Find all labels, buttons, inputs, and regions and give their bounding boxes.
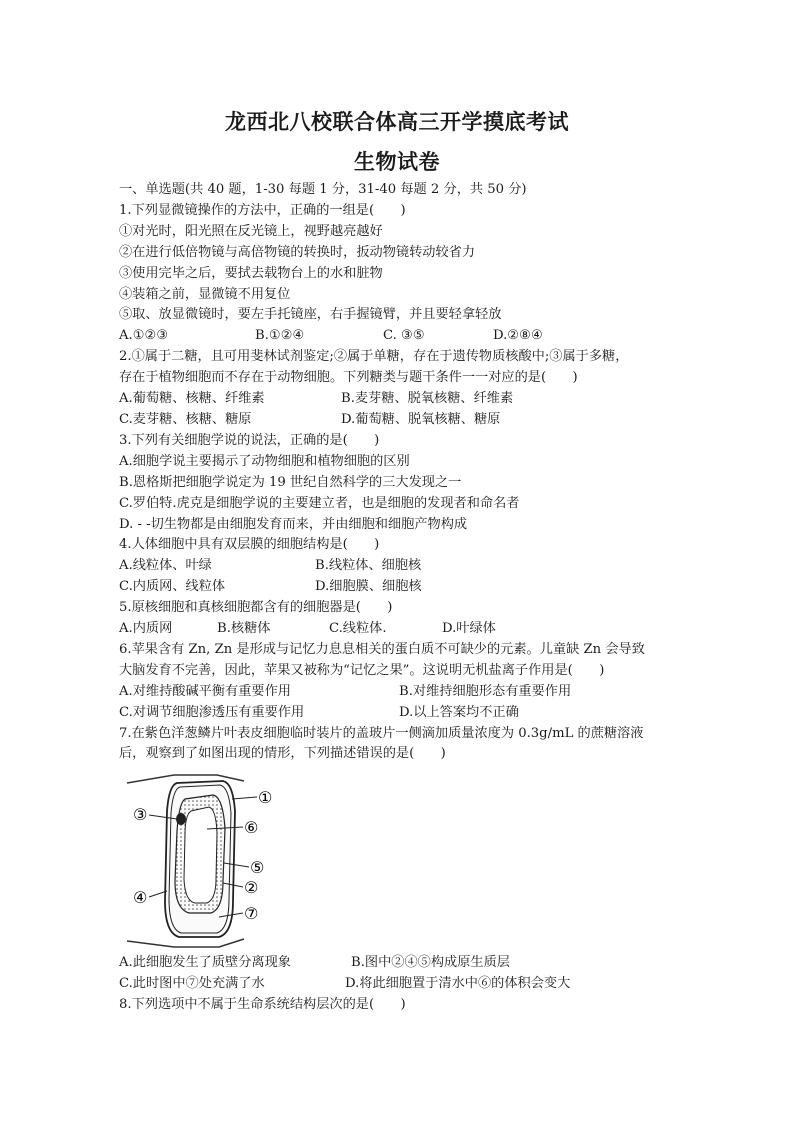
option-c: C.线粒体. — [329, 621, 387, 637]
nucleus — [176, 813, 186, 825]
statement: ①对光时，阳光照在反光镜上，视野越亮越好 — [119, 223, 383, 239]
options-row — [119, 682, 679, 703]
option-d: D. - -切生物都是由细胞发育而来，并由细胞和细胞产物构成 — [119, 516, 468, 532]
option-d: D.②⑧④ — [493, 328, 543, 344]
option-a: A.葡萄糖、核糖、纤维素 — [119, 391, 265, 407]
option-c: C.罗伯特.虎克是细胞学说的主要建立者，也是细胞的发现者和命名者 — [119, 495, 520, 511]
question-stem: 7.在紫色洋葱鳞片叶表皮细胞临时装片的盖玻片一侧滴加质量浓度为 0.3g/mL 的蔗糖溶液 — [119, 725, 644, 741]
option-b: B.图中②④⑤构成原生质层 — [351, 955, 510, 971]
option-a: A.线粒体、叶绿 — [119, 558, 212, 574]
question-8 — [119, 995, 679, 1016]
question-5 — [119, 598, 679, 640]
options-row — [119, 326, 679, 347]
question-4 — [119, 535, 679, 598]
question-stem: 4.人体细胞中具有双层膜的细胞结构是( ) — [119, 537, 380, 553]
options-row — [119, 389, 679, 410]
question-stem: 后，观察到了如图出现的情形，下列描述错误的是( ) — [119, 746, 446, 762]
cell-diagram — [119, 771, 319, 949]
option-c: C. ③⑤ — [383, 328, 425, 344]
question-2 — [119, 347, 679, 431]
options-row — [119, 703, 679, 724]
options-row — [119, 619, 679, 640]
label-4: ④ — [133, 888, 148, 908]
label-6: ⑥ — [244, 818, 259, 838]
statement: ③使用完毕之后，要拭去载物台上的水和脏物 — [119, 265, 383, 281]
option-b: B.①②④ — [255, 328, 305, 344]
question-stem: 大脑发育不完善，因此，苹果又被称为“记忆之果”。这说明无机盐离子作用是( ) — [119, 662, 605, 678]
option-a: A.此细胞发生了质壁分离现象 — [119, 955, 291, 971]
label-5: ⑤ — [250, 858, 265, 878]
statement: ⑤取、放显微镜时，要左手托镜座，右手握镜臂，并且要轻拿轻放 — [119, 307, 502, 323]
options-row — [119, 953, 679, 974]
question-6 — [119, 640, 679, 724]
option-c: C.内质网、线粒体 — [119, 579, 226, 595]
options-row — [119, 556, 679, 577]
label-7: ⑦ — [244, 904, 259, 924]
option-b: B.对维持细胞形态有重要作用 — [399, 683, 572, 699]
question-stem: 6.苹果含有 Zn, Zn 是形成与记忆力息息相关的蛋白质不可缺少的元素。儿童缺 Zn 会导致 — [119, 641, 645, 657]
option-b: B.核糖体 — [217, 621, 271, 637]
option-d: D.细胞膜、细胞核 — [315, 579, 422, 595]
question-stem: 8.下列选项中不属于生命系统结构层次的是( ) — [119, 997, 406, 1013]
option-a: A.细胞学说主要揭示了动物细胞和植物细胞的区别 — [119, 453, 410, 469]
plasmolysis-cell-figure — [119, 771, 679, 949]
option-b: B.恩格斯把细胞学说定为 19 世纪自然科学的三大发现之一 — [119, 474, 462, 490]
exam-content — [119, 180, 679, 1016]
question-stem: 1.下列显微镜操作的方法中，正确的一组是( ) — [119, 202, 406, 218]
option-d: D.叶绿体 — [442, 621, 496, 637]
exam-title: 龙西北八校联合体高三开学摸底考试 — [225, 109, 569, 134]
options-row — [119, 974, 679, 995]
question-stem: 存在于植物细胞而不存在于动物细胞。下列糖类与题干条件一一对应的是( ) — [119, 370, 578, 386]
option-b: B.麦芽糖、脱氧核糖、纤维素 — [341, 391, 514, 407]
label-3: ③ — [133, 805, 148, 825]
option-d: D.葡萄糖、脱氧核糖、糖原 — [341, 411, 501, 427]
label-1: ① — [258, 788, 273, 808]
question-stem: 2.①属于二糖，且可用斐林试剂鉴定;②属于单糖，存在于遗传物质核酸中;③属于多糖， — [119, 349, 629, 365]
question-stem: 5.原核细胞和真核细胞都含有的细胞器是( ) — [119, 600, 393, 616]
option-c: C.此时图中⑦处充满了水 — [119, 976, 265, 992]
leader-line — [232, 797, 257, 799]
options-row — [119, 577, 679, 598]
option-a: A.①②③ — [119, 328, 169, 344]
option-c: C.对调节细胞渗透压有重要作用 — [119, 704, 305, 720]
option-b: B.线粒体、细胞核 — [315, 558, 422, 574]
exam-subtitle: 生物试卷 — [354, 149, 440, 174]
option-c: C.麦芽糖、核糖、糖原 — [119, 411, 252, 427]
question-7 — [119, 724, 679, 996]
option-a: A.对维持酸碱平衡有重要作用 — [119, 683, 291, 699]
option-a: A.内质网 — [119, 621, 173, 637]
question-stem: 3.下列有关细胞学说的说法，正确的是( ) — [119, 432, 380, 448]
vacuole — [184, 807, 217, 903]
label-2: ② — [244, 878, 259, 898]
options-row — [119, 410, 679, 431]
question-1 — [119, 201, 679, 347]
neighbor-cell-wall-bottom — [127, 939, 244, 947]
option-d: D.以上答案均不正确 — [399, 704, 519, 720]
section-heading: 一、单选题(共 40 题，1-30 每题 1 分，31-40 每题 2 分，共 50 分) — [119, 182, 527, 197]
option-d: D.将此细胞置于清水中⑥的体积会变大 — [345, 976, 571, 992]
statement: ④装箱之前，显微镜不用复位 — [119, 286, 291, 302]
question-3 — [119, 431, 679, 536]
statement: ②在进行低倍物镜与高倍物镜的转换时，扳动物镜转动较省力 — [119, 244, 476, 260]
